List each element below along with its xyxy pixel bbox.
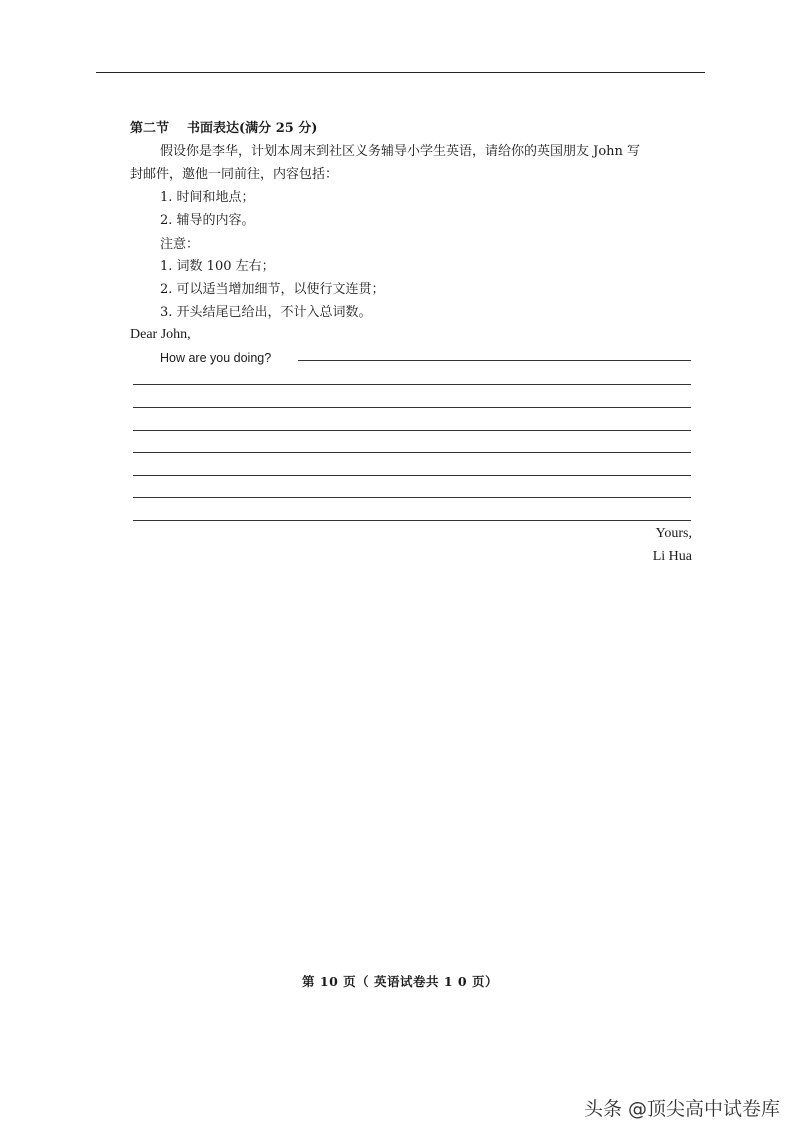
notes-heading: 注意： bbox=[160, 237, 200, 252]
answer-line[interactable] bbox=[133, 430, 691, 431]
answer-line[interactable] bbox=[133, 475, 691, 476]
section-label: 第二节 bbox=[130, 121, 170, 136]
section-heading bbox=[130, 121, 317, 137]
requirement-item: 1. 时间和地点； bbox=[160, 190, 255, 205]
letter-greeting: Dear John, bbox=[130, 327, 191, 342]
prompt-line-1: 假设你是李华，计划本周末到社区义务辅导小学生英语，请给你的英国朋友 John 写 bbox=[160, 144, 641, 159]
section-title: 书面表达(满分 25 分) bbox=[187, 121, 318, 136]
letter-opening: How are you doing? bbox=[160, 351, 272, 365]
header-rule bbox=[96, 72, 705, 73]
watermark: 头条 @顶尖高中试卷库 bbox=[583, 1098, 780, 1120]
requirement-item: 2. 辅导的内容。 bbox=[160, 213, 255, 228]
note-item: 3. 开头结尾已给出，不计入总词数。 bbox=[160, 305, 372, 320]
answer-line[interactable] bbox=[133, 497, 691, 498]
note-item: 2. 可以适当增加细节，以使行文连贯； bbox=[160, 282, 385, 297]
note-item: 1. 词数 100 左右； bbox=[160, 259, 275, 274]
answer-line[interactable] bbox=[298, 360, 691, 361]
answer-line[interactable] bbox=[133, 452, 691, 453]
letter-closing: Yours, bbox=[655, 526, 692, 541]
page-footer: 第 10 页（ 英语试卷共 1 0 页） bbox=[302, 974, 498, 989]
answer-line[interactable] bbox=[133, 384, 691, 385]
letter-signature: Li Hua bbox=[652, 549, 692, 564]
answer-line[interactable] bbox=[133, 520, 691, 521]
prompt-line-2: 封邮件，邀他一同前往，内容包括： bbox=[130, 167, 339, 182]
answer-line[interactable] bbox=[133, 407, 691, 408]
